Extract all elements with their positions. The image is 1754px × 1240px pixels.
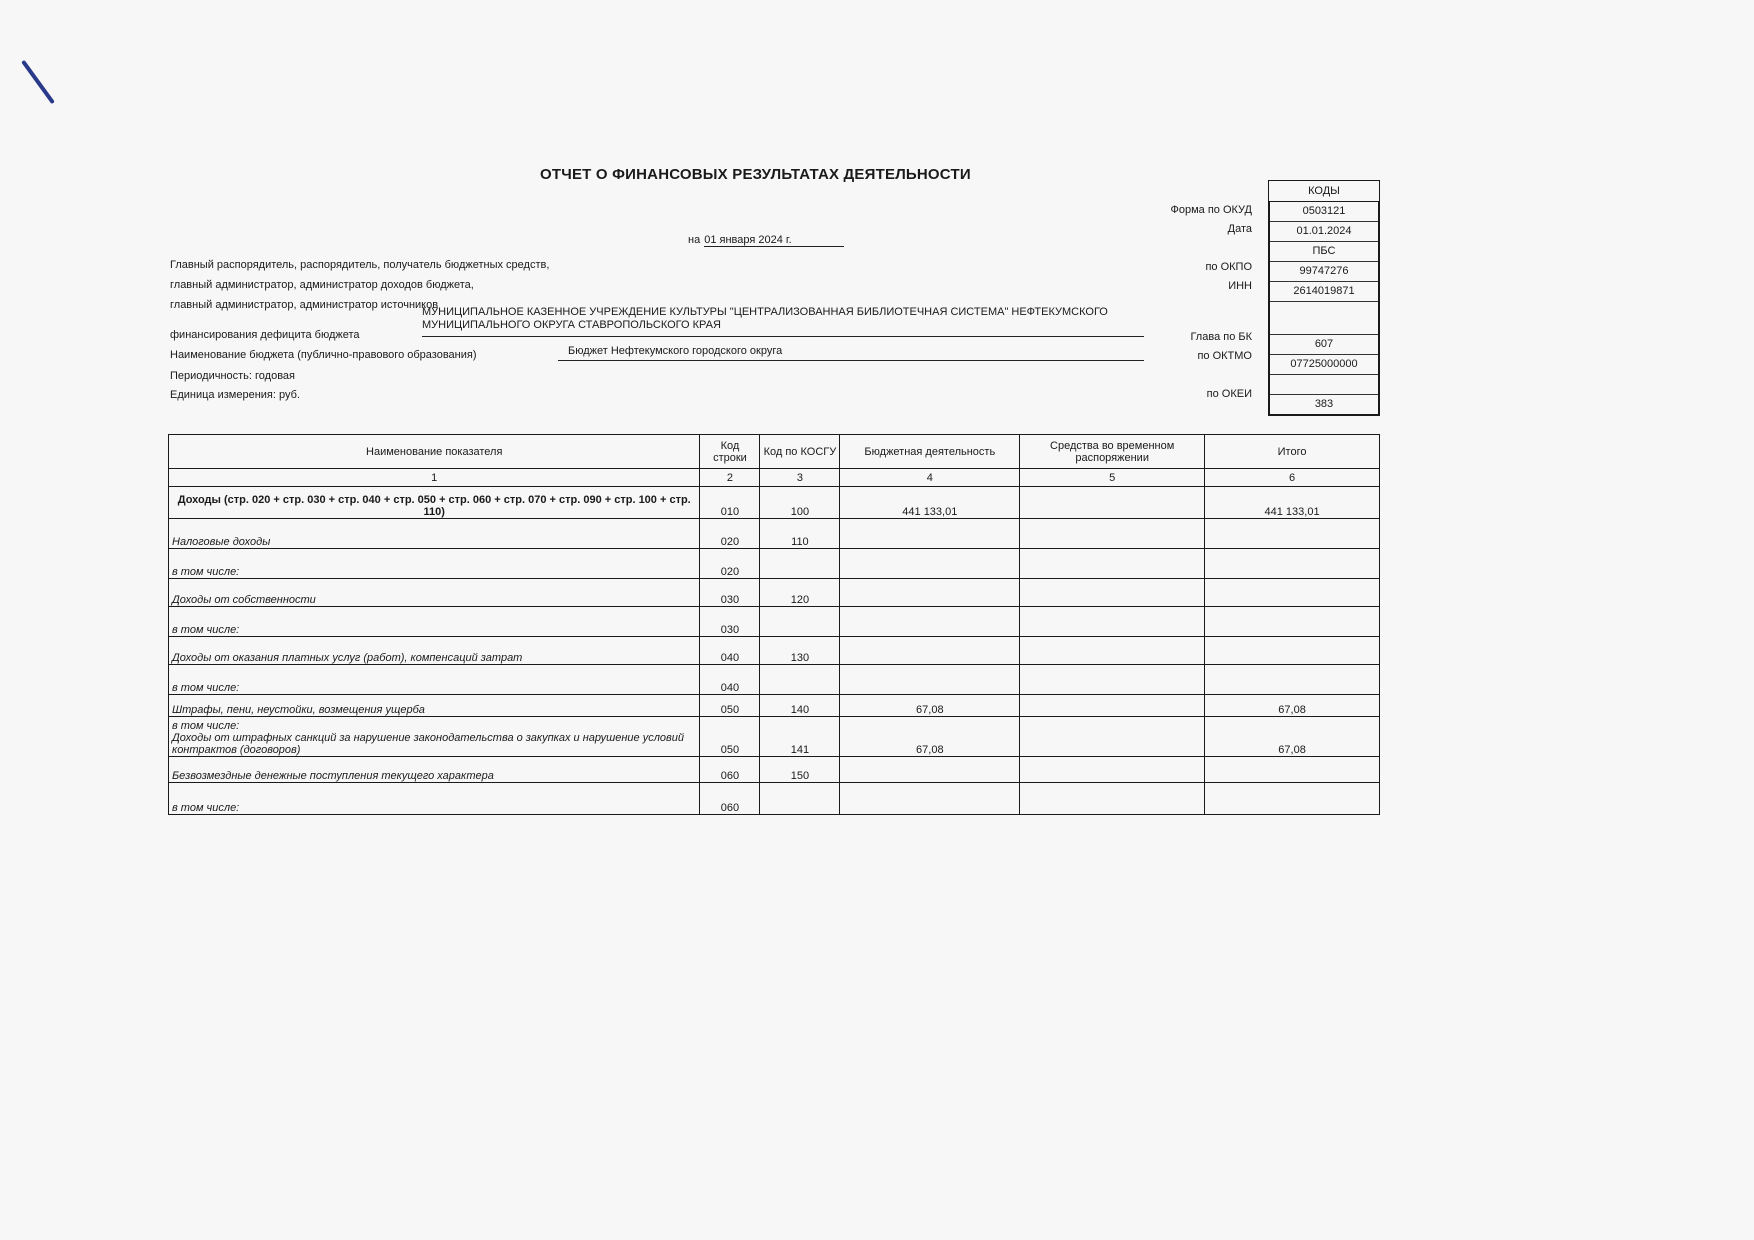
budget-value-field [558, 342, 1144, 361]
table-row [169, 487, 1380, 519]
col-number: 6 [1205, 469, 1380, 487]
col-number: 3 [760, 469, 840, 487]
row-name: Доходы от собственности [169, 579, 700, 607]
row-budget-amount [840, 637, 1020, 665]
table-row [169, 519, 1380, 549]
row-temp-amount [1020, 783, 1205, 815]
table-row [169, 665, 1380, 695]
header-line-1: Главный распорядитель, распорядитель, получатель бюджетных средств, [170, 259, 550, 271]
pen-stroke-mark [21, 60, 55, 104]
table-row [169, 579, 1380, 607]
col-number: 4 [840, 469, 1020, 487]
row-line-code: 060 [700, 783, 760, 815]
table-column-numbers-row [169, 469, 1380, 487]
row-total-amount [1205, 637, 1380, 665]
col-number: 1 [169, 469, 700, 487]
row-kosgu: 110 [760, 519, 840, 549]
financial-results-table [168, 434, 1380, 815]
row-budget-amount [840, 549, 1020, 579]
row-name: в том числе: Доходы от штрафных санкций за нарушение законодательства о закупках и нарушение условий контрактов (договоров) [169, 717, 700, 757]
row-total-amount: 67,08 [1205, 717, 1380, 757]
row-budget-amount: 67,08 [840, 695, 1020, 717]
row-kosgu: 130 [760, 637, 840, 665]
periodicity: Периодичность: годовая [170, 370, 296, 382]
table-row [169, 717, 1380, 757]
row-line-code: 030 [700, 607, 760, 637]
row-name: Доходы (стр. 020 + стр. 030 + стр. 040 + стр. 050 + стр. 060 + стр. 070 + стр. 090 + стр. 100 + стр. 110) [169, 487, 700, 519]
code-label [1122, 239, 1252, 258]
row-temp-amount [1020, 579, 1205, 607]
code-label [1122, 296, 1252, 328]
row-name: Штрафы, пени, неустойки, возмещения ущерба [169, 695, 700, 717]
row-line-code: 050 [700, 695, 760, 717]
row-name: Доходы от оказания платных услуг (работ), компенсаций затрат [169, 637, 700, 665]
code-label: Дата [1227, 223, 1252, 235]
row-name: Налоговые доходы [169, 519, 700, 549]
row-kosgu [760, 549, 840, 579]
row-total-amount [1205, 783, 1380, 815]
table-row [169, 549, 1380, 579]
code-value-inn: 2614019871 [1270, 282, 1378, 302]
code-label: Глава по БК [1190, 331, 1252, 343]
col-number: 2 [700, 469, 760, 487]
budget-label: Наименование бюджета (публично-правового образования) [170, 349, 477, 361]
row-line-code: 010 [700, 487, 760, 519]
row-line-code: 020 [700, 519, 760, 549]
header-line-3: главный администратор, администратор источников [170, 299, 439, 311]
row-name: в том числе: [169, 665, 700, 695]
row-temp-amount [1020, 519, 1205, 549]
row-line-code: 050 [700, 717, 760, 757]
row-name: в том числе: [169, 783, 700, 815]
row-budget-amount [840, 607, 1020, 637]
code-value-pbs: ПБС [1270, 242, 1378, 262]
code-value-okpo: 99747276 [1270, 262, 1378, 282]
code-label: по ОКПО [1205, 261, 1252, 273]
code-label [1122, 366, 1252, 385]
row-line-code: 020 [700, 549, 760, 579]
row-total-amount [1205, 665, 1380, 695]
row-total-amount: 67,08 [1205, 695, 1380, 717]
table-row [169, 757, 1380, 783]
row-kosgu [760, 607, 840, 637]
row-name: в том числе: [169, 549, 700, 579]
row-total-amount [1205, 549, 1380, 579]
col-header-budget: Бюджетная деятельность [840, 435, 1020, 469]
codes-values-box [1268, 201, 1380, 416]
table-row [169, 607, 1380, 637]
table-body [169, 487, 1380, 815]
budget-value: Бюджет Нефтекумского городского округа [568, 345, 783, 357]
report-date-prefix: на [688, 234, 701, 246]
row-total-amount [1205, 757, 1380, 783]
code-value-empty [1270, 375, 1378, 395]
header-line-2: главный администратор, администратор доходов бюджета, [170, 279, 474, 291]
code-value-bk: 607 [1270, 335, 1378, 355]
row-budget-amount [840, 757, 1020, 783]
code-value-okei: 383 [1314, 398, 1334, 410]
row-temp-amount [1020, 637, 1205, 665]
row-budget-amount [840, 783, 1020, 815]
codes-labels [1122, 201, 1262, 404]
row-temp-amount [1020, 757, 1205, 783]
row-kosgu: 150 [760, 757, 840, 783]
col-header-total: Итого [1205, 435, 1380, 469]
row-budget-amount [840, 665, 1020, 695]
report-title: ОТЧЕТ О ФИНАНСОВЫХ РЕЗУЛЬТАТАХ ДЕЯТЕЛЬНОСТИ [540, 166, 971, 183]
col-header-name: Наименование показателя [169, 435, 700, 469]
row-budget-amount [840, 579, 1020, 607]
row-total-amount [1205, 519, 1380, 549]
row-kosgu [760, 665, 840, 695]
code-value-oktmo: 07725000000 [1270, 355, 1378, 375]
row-name: в том числе: [169, 607, 700, 637]
row-name: Безвозмездные денежные поступления текущего характера [169, 757, 700, 783]
code-label: Форма по ОКУД [1170, 204, 1252, 216]
code-label: по ОКТМО [1197, 350, 1252, 362]
row-kosgu: 120 [760, 579, 840, 607]
col-number: 5 [1020, 469, 1205, 487]
table-row [169, 695, 1380, 717]
row-temp-amount [1020, 717, 1205, 757]
code-value-empty [1270, 302, 1378, 335]
col-header-temp: Средства во временном распоряжении [1020, 435, 1205, 469]
row-temp-amount [1020, 607, 1205, 637]
row-temp-amount [1020, 665, 1205, 695]
table-row [169, 637, 1380, 665]
col-header-line-code: Код строки [700, 435, 760, 469]
row-temp-amount [1020, 487, 1205, 519]
organization-name-line-1: МУНИЦИПАЛЬНОЕ КАЗЕННОЕ УЧРЕЖДЕНИЕ КУЛЬТУРЫ "ЦЕНТРАЛИЗОВАННАЯ БИБЛИОТЕЧНАЯ СИСТЕМА" НЕФТЕКУМСКОГО [422, 306, 1108, 318]
code-label: ИНН [1228, 280, 1252, 292]
row-budget-amount [840, 519, 1020, 549]
row-line-code: 060 [700, 757, 760, 783]
row-total-amount [1205, 607, 1380, 637]
code-value-okud: 0503121 [1270, 202, 1378, 222]
row-line-code: 040 [700, 665, 760, 695]
organization-name [422, 306, 1144, 337]
row-budget-amount: 67,08 [840, 717, 1020, 757]
header-line-4: финансирования дефицита бюджета [170, 329, 360, 341]
row-temp-amount [1020, 549, 1205, 579]
report-date-value: 01 января 2024 г. [704, 234, 843, 247]
row-line-code: 030 [700, 579, 760, 607]
row-kosgu: 141 [760, 717, 840, 757]
row-total-amount: 441 133,01 [1205, 487, 1380, 519]
row-line-code: 040 [700, 637, 760, 665]
col-header-kosgu: Код по КОСГУ [760, 435, 840, 469]
code-value-date: 01.01.2024 [1270, 222, 1378, 242]
codes-heading: КОДЫ [1268, 180, 1380, 202]
code-label: по ОКЕИ [1206, 388, 1252, 400]
row-temp-amount [1020, 695, 1205, 717]
row-budget-amount: 441 133,01 [840, 487, 1020, 519]
report-date [688, 234, 858, 247]
row-kosgu [760, 783, 840, 815]
row-kosgu: 100 [760, 487, 840, 519]
table-row [169, 783, 1380, 815]
organization-name-line-2: МУНИЦИПАЛЬНОГО ОКРУГА СТАВРОПОЛЬСКОГО КРАЯ [422, 319, 721, 331]
unit-of-measure: Единица измерения: руб. [170, 389, 300, 401]
table-header-row [169, 435, 1380, 469]
row-kosgu: 140 [760, 695, 840, 717]
row-total-amount [1205, 579, 1380, 607]
